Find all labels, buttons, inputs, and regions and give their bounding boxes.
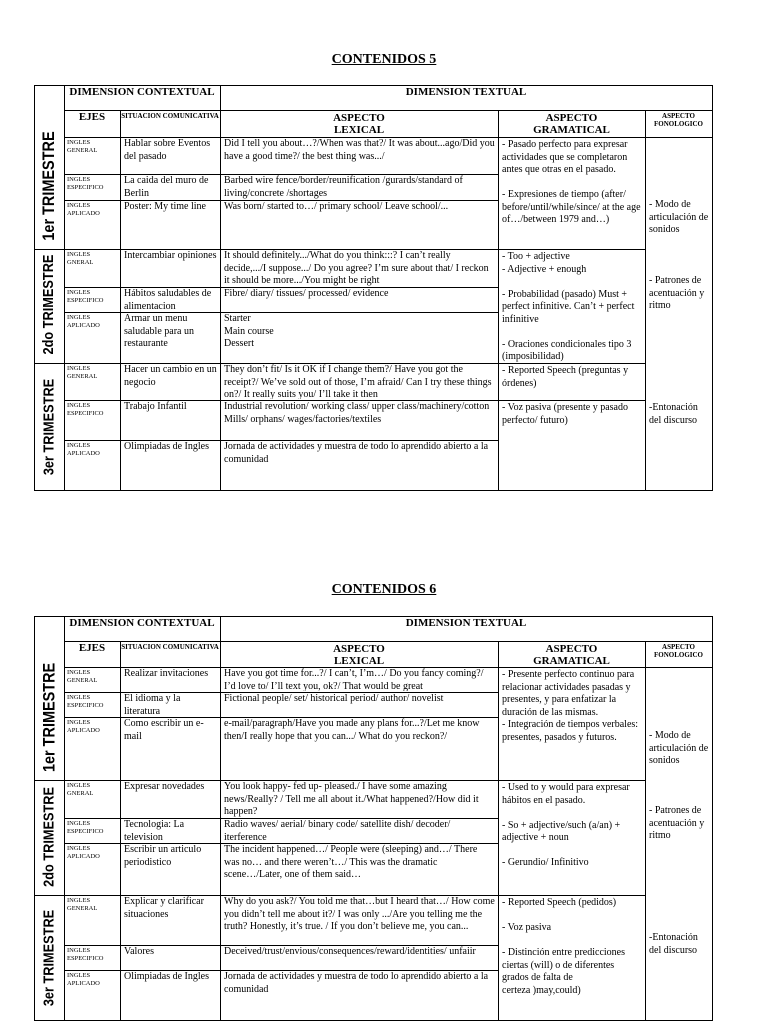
eje-label: INGLES ESPECIFICO [67, 694, 104, 709]
aspecto-lexical: Industrial revolution/ working class/ upper class/machinery/cotton Mills/ orphans/ wages/factories/textiles [224, 401, 490, 425]
situacion-comunicativa: Valores [124, 946, 154, 957]
aspecto-lexical: Starter Main course Dessert [224, 313, 274, 349]
aspecto-lexical: Jornada de actividades y muestra de todo lo aprendido abierto a la comunidad [224, 971, 489, 995]
trimestre-label: 1er TRIMESTRE [39, 131, 58, 241]
aspecto-fonologico: - Modo de articulación de sonidos [649, 730, 709, 766]
table-border [498, 780, 645, 781]
eje-label: INGLES APLICADO [67, 972, 100, 987]
aspecto-fonologico: - Modo de articulación de sonidos [649, 199, 709, 235]
situacion-comunicativa: Escribir un articulo periodistico [124, 844, 202, 868]
table-border [34, 616, 35, 1020]
aspecto-lexical: Was born/ started to…/ primary school/ Leave school/... [224, 201, 449, 212]
situacion-comunicativa: Hacer un cambio en un negocio [124, 364, 217, 388]
eje-label: INGLES GNERAL [67, 782, 94, 797]
aspecto-lexical: Barbed wire fence/border/reunification /gurards/standard of living/concrete /shortages [224, 175, 463, 199]
aspecto-lexical: Fictional people/ set/ historical period/ author/ novelist [224, 693, 444, 704]
aspecto-lexical: Why do you ask?/ You told me that…but I heard that…/ How come you didn’t tell me about it?/ I was only .../Are you telling me the truth? Honestly, it’s true. / If you don’t believe me, you can... [224, 896, 495, 932]
table-border [34, 85, 35, 490]
trimestre-label: 3er TRIMESTRE [40, 909, 57, 1006]
dimension-contextual-header: DIMENSION CONTEXTUAL [69, 86, 215, 98]
table-border [120, 641, 121, 1020]
situacion-comunicativa: Realizar invitaciones [124, 668, 209, 679]
table-border [34, 490, 713, 491]
table-border [498, 110, 499, 490]
ejes-header: EJES [78, 111, 106, 123]
aspecto-fonologico: -Entonación del discurso [649, 932, 698, 956]
aspecto-gramatical-header: ASPECTO GRAMATICAL [533, 643, 610, 667]
aspecto-gramatical-header: ASPECTO GRAMATICAL [533, 112, 610, 136]
dimension-textual-header: DIMENSION TEXTUAL [405, 617, 527, 629]
eje-label: INGLES GENERAL [67, 139, 98, 154]
eje-label: INGLES APLICADO [67, 845, 100, 860]
aspecto-lexical: Radio waves/ aerial/ binary code/ satellite dish/ decoder/ iterference [224, 819, 451, 842]
situacion-comunicativa: Como escribir un e-mail [124, 718, 204, 742]
aspecto-lexical: The incident happened…/ People were (sleeping) and…/ There was no… and there weren’t…/ This was the dramatic scene…/Later, one of them said… [224, 844, 478, 880]
eje-label: INGLES APLICADO [67, 202, 100, 217]
dimension-textual-header: DIMENSION TEXTUAL [405, 86, 527, 98]
eje-label: INGLES GNERAL [67, 251, 94, 266]
table-border [34, 1020, 713, 1021]
aspecto-fonologico: -Entonación del discurso [649, 402, 698, 426]
aspecto-gramatical: - Voz pasiva (presente y pasado perfecto/ futuro) [502, 402, 628, 426]
trimestre-label: 3er TRIMESTRE [40, 378, 57, 475]
aspecto-lexical-header: ASPECTO LEXICAL [333, 112, 385, 136]
situacion-comunicativa: Poster: My time line [124, 201, 206, 212]
aspecto-lexical: Fibre/ diary/ tissues/ processed/ evidence [224, 288, 389, 299]
table-border [498, 363, 645, 364]
situacion-comunicativa: Armar un menu saludable para un restaurante [124, 313, 194, 349]
situacion-comunicativa: El idioma y la literatura [124, 693, 181, 716]
aspecto-gramatical: - Reported Speech (pedidos) - Voz pasiva - Distinción entre predicciones ciertas (will) o de diferentes grados de falta de certeza )may,could) [502, 897, 626, 996]
situacion-comunicativa: Expresar novedades [124, 781, 205, 792]
table-border [220, 110, 713, 111]
aspecto-lexical: Jornada de actividades y muestra de todo lo aprendido abierto a la comunidad [224, 441, 489, 465]
situacion-comunicativa-header: SITUACION COMUNICATIVA [121, 643, 219, 651]
eje-label: INGLES ESPECIFICO [67, 820, 104, 835]
trimestre-label: 2do TRIMESTRE [40, 254, 57, 355]
aspecto-fonologico-header: ASPECTO FONOLOGICO [653, 643, 703, 659]
aspecto-lexical: Have you got time for...?/ I can’t, I’m…/ Do you fancy coming?/ I’d love to/ I’ll text you, ok?/ That would be great [224, 668, 484, 691]
table-border [712, 85, 713, 490]
aspecto-lexical: You look happy- fed up- pleased./ I have some amazing news/Really? / Tell me all about it./What happened?/How did it happen? [224, 781, 479, 817]
dimension-contextual-header: DIMENSION CONTEXTUAL [69, 617, 215, 629]
aspecto-lexical: e-mail/paragraph/Have you made any plans for...?/Let me know then/I really hope that you can.../ What do you reckon?/ [224, 718, 480, 742]
aspecto-lexical: Did I tell you about…?/When was that?/ It was about...ago/Did you have a good time?/ the best thing was.../ [224, 138, 495, 162]
eje-label: INGLES ESPECIFICO [67, 947, 104, 962]
table-border [498, 641, 499, 1020]
aspecto-lexical: They don’t fit/ Is it OK if I change them?/ Have you got the receipt?/ We’ve sold out of those, I’m afraid/ Can I try these things on?/ It really suits you/ I’ll take it then [224, 364, 492, 399]
eje-label: INGLES GENERAL [67, 669, 98, 684]
table-border [498, 895, 645, 896]
aspecto-fonologico: - Patrones de acentuación y ritmo [649, 275, 705, 311]
situacion-comunicativa: Tecnologia: La television [124, 819, 185, 842]
table-border [498, 400, 645, 401]
eje-label: INGLES ESPECIFICO [67, 176, 104, 191]
situacion-comunicativa: Intercambiar opiniones [124, 250, 217, 261]
aspecto-gramatical: - Presente perfecto continuo para relacionar actividades pasadas y presentes, y para enfatizar la duración de las mismas. - Integración de tiempos verbales: presentes, pasados y futuros. [502, 669, 639, 743]
aspecto-gramatical: - Used to y would para expresar hábitos en el pasado. - So + adjective/such (a/an) + adjective + noun - Gerundio/ Infinitivo [502, 782, 630, 868]
aspecto-lexical-header: ASPECTO LEXICAL [333, 643, 385, 667]
trimestre-label: 1er TRIMESTRE [39, 662, 58, 772]
situacion-comunicativa: Explicar y clarificar situaciones [124, 896, 204, 920]
aspecto-gramatical: - Pasado perfecto para expresar actividades que se completaron antes que otras en el pasado. - Expresiones de tiempo (after/ before/until/while/since/ at the age of…/between 1979 and…) [502, 139, 641, 225]
situacion-comunicativa-header: SITUACION COMUNICATIVA [121, 112, 219, 120]
ejes-header: EJES [78, 642, 106, 654]
eje-label: INGLES ESPECIFICO [67, 289, 104, 304]
aspecto-lexical: It should definitely.../What do you think:::? I can’t really decide,.../I suppose.../ Do you agree? I’m sure about that/ I reckon it should be more.../You might be right [224, 250, 489, 286]
eje-label: INGLES GENERAL [67, 897, 98, 912]
table-border [498, 249, 645, 250]
eje-label: INGLES APLICADO [67, 314, 100, 329]
section-title: CONTENIDOS 6 [331, 582, 437, 597]
aspecto-gramatical: - Too + adjective - Adjective + enough - Probabilidad (pasado) Must + perfect infinitive. Can’t + perfect infinitive - Oraciones condicionales tipo 3 (imposibilidad) [502, 251, 635, 362]
aspecto-lexical: Deceived/trust/envious/consequences/reward/identities/ unfaiir [224, 946, 476, 957]
table-border [645, 110, 646, 490]
eje-label: INGLES APLICADO [67, 442, 100, 457]
eje-label: INGLES APLICADO [67, 719, 100, 734]
table-border [645, 641, 646, 1020]
table-border [220, 641, 713, 642]
table-border [120, 110, 121, 490]
situacion-comunicativa: Olimpiadas de Ingles [124, 441, 209, 452]
situacion-comunicativa: Hablar sobre Eventos del pasado [124, 138, 211, 162]
situacion-comunicativa: La caida del muro de Berlin [124, 175, 209, 199]
section-title: CONTENIDOS 5 [331, 52, 437, 67]
trimestre-label: 2do TRIMESTRE [40, 786, 57, 887]
eje-label: INGLES ESPECIFICO [67, 402, 104, 417]
table-border [712, 616, 713, 1020]
aspecto-fonologico: - Patrones de acentuación y ritmo [649, 805, 705, 841]
situacion-comunicativa: Hábitos saludables de alimentacion [124, 288, 212, 311]
aspecto-gramatical: - Reported Speech (preguntas y órdenes) [502, 365, 629, 389]
situacion-comunicativa: Olimpiadas de Ingles [124, 971, 209, 982]
eje-label: INGLES GENERAL [67, 365, 98, 380]
aspecto-fonologico-header: ASPECTO FONOLOGICO [653, 112, 703, 128]
situacion-comunicativa: Trabajo Infantil [124, 401, 187, 412]
